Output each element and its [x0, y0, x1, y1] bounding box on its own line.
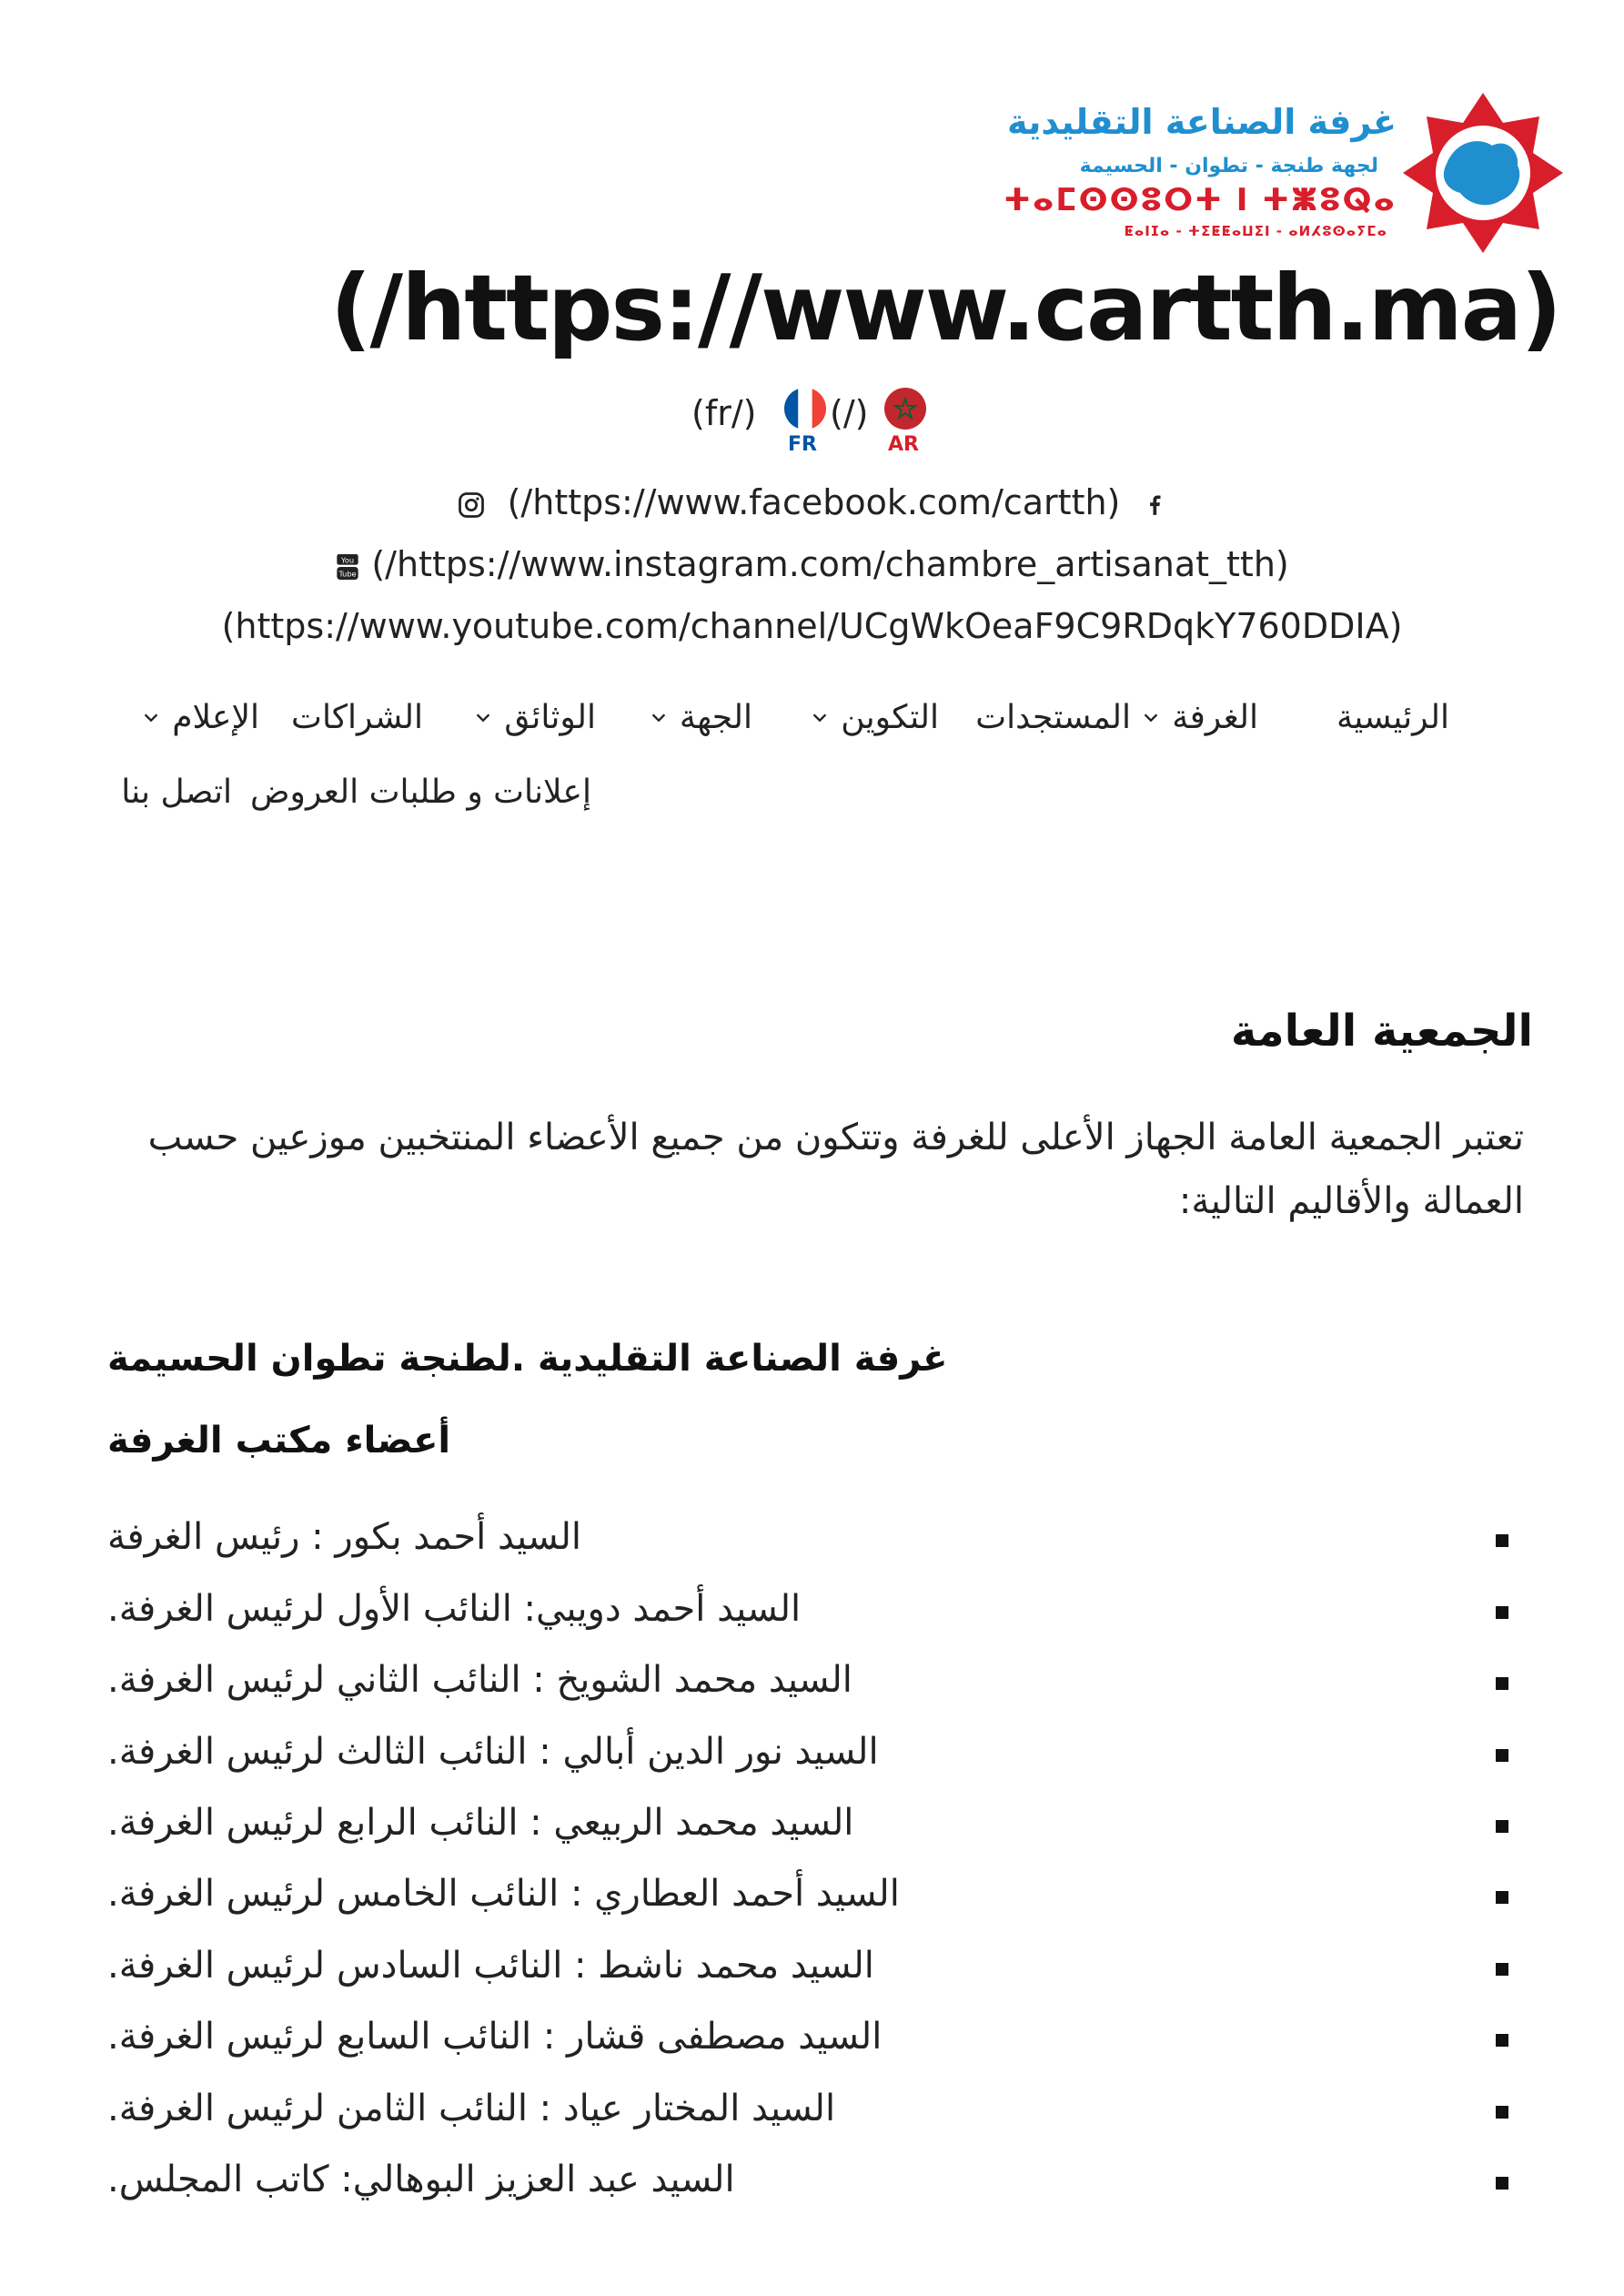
list-item — [107, 2088, 1508, 2142]
list-item — [107, 1659, 1508, 1714]
list-item — [107, 1588, 1508, 1643]
logo-name-arabic: غرفة الصناعة التقليدية — [1007, 102, 1397, 142]
list-item — [107, 1802, 1508, 1856]
facebook-icon[interactable] — [1143, 491, 1166, 519]
france-flag-icon[interactable] — [784, 388, 826, 430]
member-text: السيد مصطفى قشار : النائب السابع لرئيس الغرفة. — [107, 2016, 883, 2058]
site-home-link[interactable]: (/https://www.cartth.ma) — [329, 255, 1560, 361]
youtube-link[interactable]: (https://www.youtube.com/channel/UCgWkOeaF9C9RDqkY760DDIA) — [221, 606, 1403, 646]
list-item — [107, 1516, 1508, 1571]
member-text: السيد محمد ناشط : النائب السادس لرئيس الغرفة. — [107, 1945, 874, 1987]
nav-item-region[interactable]: الجهة — [649, 699, 752, 736]
lang-fr-code: FR — [788, 433, 817, 456]
facebook-line — [0, 482, 1624, 522]
instagram-line — [0, 544, 1624, 584]
member-text: السيد أحمد دويبي: النائب الأول لرئيس الغرفة. — [107, 1588, 802, 1630]
lang-fr-link[interactable]: (fr/) — [691, 393, 757, 433]
bullet-icon — [1496, 1749, 1508, 1762]
member-text: السيد أحمد بكور : رئيس الغرفة — [107, 1516, 582, 1558]
logo-region-arabic: لجهة طنجة - تطوان - الحسيمة — [1079, 155, 1378, 177]
member-text: السيد المختار عياد : النائب الثامن لرئيس الغرفة. — [107, 2088, 836, 2129]
svg-text:You: You — [341, 554, 355, 564]
bullet-icon — [1496, 1963, 1508, 1976]
list-item — [107, 1873, 1508, 1927]
logo-region-tifinagh: ⵟⴰⵏⵊⴰ - ⵜⵉⵟⵟⴰⵡⵉⵏ - ⴰⵍⵃⵓⵙⴰⵢⵎⴰ — [1124, 223, 1387, 239]
chevron-down-icon — [473, 708, 493, 728]
bullet-icon — [1496, 1534, 1508, 1547]
logo-emblem-icon — [1401, 91, 1565, 255]
nav-item-contact[interactable]: اتصل بنا — [121, 774, 232, 811]
nav-item-home[interactable]: الرئيسية — [1337, 699, 1449, 736]
bullet-icon — [1496, 1606, 1508, 1619]
nav-item-news[interactable]: المستجدات — [975, 699, 1131, 736]
chamber-heading: غرفة الصناعة التقليدية .لطنجة تطوان الحسيمة — [107, 1338, 948, 1380]
bureau-heading: أعضاء مكتب الغرفة — [107, 1420, 451, 1462]
bullet-icon — [1496, 2177, 1508, 2190]
nav-item-tenders[interactable]: إعلانات و طلبات العروض — [250, 774, 591, 811]
youtube-icon[interactable] — [335, 551, 360, 582]
bullet-icon — [1496, 1891, 1508, 1904]
list-item — [107, 1945, 1508, 1999]
member-text: السيد محمد الربيعي : النائب الرابع لرئيس الغرفة. — [107, 1802, 854, 1844]
member-text: السيد أحمد العطاري : النائب الخامس لرئيس الغرفة. — [107, 1873, 900, 1915]
nav-item-training[interactable]: التكوين — [810, 699, 939, 736]
bullet-icon — [1496, 1677, 1508, 1690]
lang-ar-code: AR — [888, 433, 919, 456]
nav-item-media[interactable]: الإعلام — [141, 699, 259, 736]
page-title: الجمعية العامة — [1230, 1006, 1533, 1057]
youtube-line — [0, 606, 1624, 646]
morocco-flag-icon[interactable] — [884, 388, 926, 430]
chevron-down-icon — [141, 708, 161, 728]
bullet-icon — [1496, 2034, 1508, 2047]
lang-ar-link[interactable]: (/) — [830, 393, 869, 433]
instagram-link[interactable]: (/https://www.instagram.com/chambre_artisanat_tth) — [371, 544, 1289, 584]
member-text: السيد عبد العزيز البوهالي: كاتب المجلس. — [107, 2159, 735, 2200]
nav-item-chamber[interactable]: الغرفة — [1141, 699, 1258, 736]
bullet-icon — [1496, 2106, 1508, 2119]
list-item — [107, 2016, 1508, 2070]
list-item — [107, 2159, 1508, 2213]
nav-item-partnerships[interactable]: الشراكات — [291, 699, 423, 736]
chevron-down-icon — [1141, 708, 1161, 728]
bullet-icon — [1496, 1820, 1508, 1833]
logo-name-tifinagh: ⵜⴰⵎⵙⵙⵓⵔⵜ ⵏ ⵜⵥⵓⵕⴰ — [1004, 182, 1397, 218]
intro-paragraph: تعتبر الجمعية العامة الجهاز الأعلى للغرفة وتتكون من جميع الأعضاء المنتخبين موزعين حسب العمالة والأقاليم التالية: — [147, 1117, 1524, 1222]
language-switcher — [691, 382, 983, 455]
member-text: السيد محمد الشويخ : النائب الثاني لرئيس الغرفة. — [107, 1659, 852, 1701]
facebook-link[interactable]: (/https://www.facebook.com/cartth) — [507, 482, 1121, 522]
list-item — [107, 1731, 1508, 1785]
svg-text:Tube: Tube — [338, 569, 357, 578]
instagram-icon[interactable] — [458, 491, 485, 519]
chevron-down-icon — [649, 708, 669, 728]
member-text: السيد نور الدين أبالي : النائب الثالث لرئيس الغرفة. — [107, 1731, 879, 1773]
site-logo[interactable] — [1004, 91, 1565, 264]
chevron-down-icon — [810, 708, 830, 728]
nav-item-documents[interactable]: الوثائق — [473, 699, 596, 736]
